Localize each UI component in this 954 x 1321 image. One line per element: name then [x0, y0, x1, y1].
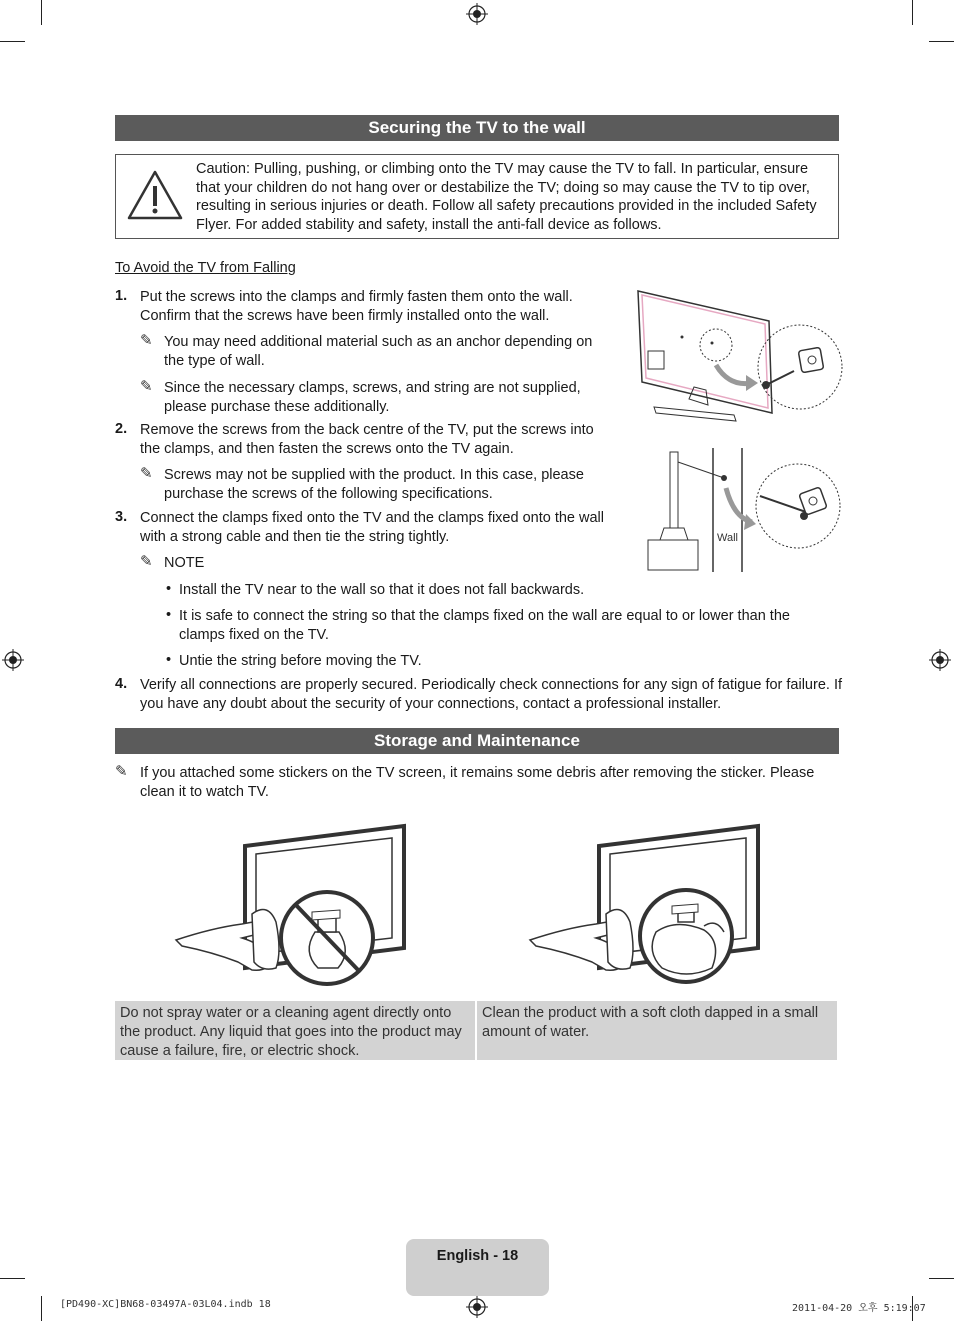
step-line: Confirm that the screws have been firmly installed onto the wall. — [140, 308, 550, 324]
bullet-line: It is safe to connect the string so that the clamps fixed on the wall are equal to or lower than the — [179, 608, 790, 624]
step-line: you have any doubt about the security of your connections, contact a professional installer. — [140, 696, 722, 712]
storage-note-text — [140, 764, 814, 802]
note-label: NOTE — [164, 555, 205, 571]
note-line: the type of wall. — [164, 353, 265, 369]
bullet-dot: • — [166, 652, 172, 668]
section-title-securing: Securing the TV to the wall — [115, 115, 839, 141]
bullet-dot: • — [166, 581, 172, 597]
note-line: please purchase these additionally. — [164, 399, 390, 415]
note-pencil-icon: ✎ — [140, 465, 153, 482]
step-line: Remove the screws from the back centre of the TV, put the screws into — [140, 422, 594, 438]
page-number-tab — [406, 1239, 549, 1296]
crop-mark — [929, 1278, 954, 1279]
step-line: Verify all connections are properly secured. Periodically check connections for any sign of fatigue for failure. If — [140, 677, 843, 693]
step-line: the clamps, and then fasten the screws onto the TV again. — [140, 441, 514, 457]
step-text — [140, 421, 594, 459]
step-number: 3. — [115, 509, 128, 525]
section-title-storage: Storage and Maintenance — [115, 728, 839, 754]
bullet-line: Untie the string before moving the TV. — [179, 653, 422, 669]
date-info: 2011-04-20 오후 5:19:07 — [792, 1303, 926, 1314]
step-line: with a strong cable and then tie the string tightly. — [140, 529, 450, 545]
note-line: Since the necessary clamps, screws, and string are not supplied, — [164, 380, 581, 396]
avoid-falling-heading: To Avoid the TV from Falling — [115, 260, 296, 276]
step-line: Put the screws into the clamps and firmly fasten them onto the wall. — [140, 289, 573, 305]
step-line: Connect the clamps fixed onto the TV and the clamps fixed onto the wall — [140, 510, 604, 526]
registration-mark-icon — [466, 1296, 488, 1318]
step-text — [140, 509, 604, 547]
crop-mark — [0, 1278, 25, 1279]
tv-back-clamp-illustration — [634, 287, 844, 427]
no-spray-illustration — [172, 822, 408, 990]
caution-body: : Pulling, pushing, or climbing onto the TV may cause the TV to fall. In particular, ensure that your children do not hang over or destabilize the TV; doing so may cause the TV to tip over, resulting in serious injuries or death. Follow all safety precautions provided in the included Safety Flyer. For added stability and safety, install the anti-fall device as follows. — [196, 161, 817, 233]
note-line: You may need additional material such as an anchor depending on — [164, 334, 593, 350]
note-line: Screws may not be supplied with the product. In this case, please — [164, 467, 584, 483]
registration-mark-icon — [929, 649, 951, 671]
caption-soft-cloth: Clean the product with a soft cloth dapped in a small amount of water. — [477, 1001, 837, 1060]
bullet-line: Install the TV near to the wall so that it does not fall backwards. — [179, 582, 585, 598]
crop-mark — [41, 1296, 42, 1321]
note-text — [164, 333, 592, 371]
bullet-text — [179, 581, 584, 600]
crop-mark — [929, 41, 954, 42]
tv-wall-side-illustration — [634, 448, 844, 573]
soft-cloth-illustration — [526, 822, 762, 990]
crop-mark — [912, 0, 913, 25]
step-number: 4. — [115, 676, 128, 692]
page-label: English - 18 — [436, 1248, 519, 1264]
file-info: [PD490-XC]BN68-03497A-03L04.indb 18 — [60, 1299, 271, 1310]
note-pencil-icon: ✎ — [115, 763, 128, 780]
caption-no-spray: Do not spray water or a cleaning agent directly onto the product. Any liquid that goes into the product may cause a failure, fire, or electric shock. — [115, 1001, 475, 1060]
bullet-line: clamps fixed on the TV. — [179, 627, 329, 643]
wall-label: Wall — [717, 532, 738, 544]
note-pencil-icon: ✎ — [140, 332, 153, 349]
note-pencil-icon: ✎ — [140, 378, 153, 395]
bullet-text — [179, 652, 422, 671]
caution-box — [115, 154, 839, 239]
caution-text — [196, 160, 826, 234]
crop-mark — [0, 41, 25, 42]
warning-icon — [126, 169, 184, 221]
crop-mark — [41, 0, 42, 25]
note-pencil-icon: ✎ — [140, 553, 153, 570]
bullet-dot: • — [166, 607, 172, 623]
step-text — [140, 288, 573, 326]
step-number: 2. — [115, 421, 128, 437]
step-number: 1. — [115, 288, 128, 304]
note-line: clean it to watch TV. — [140, 784, 269, 800]
registration-mark-icon — [466, 3, 488, 25]
note-line: If you attached some stickers on the TV screen, it remains some debris after removing the sticker. Please — [140, 765, 815, 781]
note-text — [164, 466, 584, 504]
note-text — [164, 379, 581, 417]
note-line: purchase the screws of the following specifications. — [164, 486, 493, 502]
caution-label: Caution — [196, 161, 246, 177]
registration-mark-icon — [2, 649, 24, 671]
bullet-text — [179, 607, 790, 645]
step-text — [140, 676, 842, 714]
